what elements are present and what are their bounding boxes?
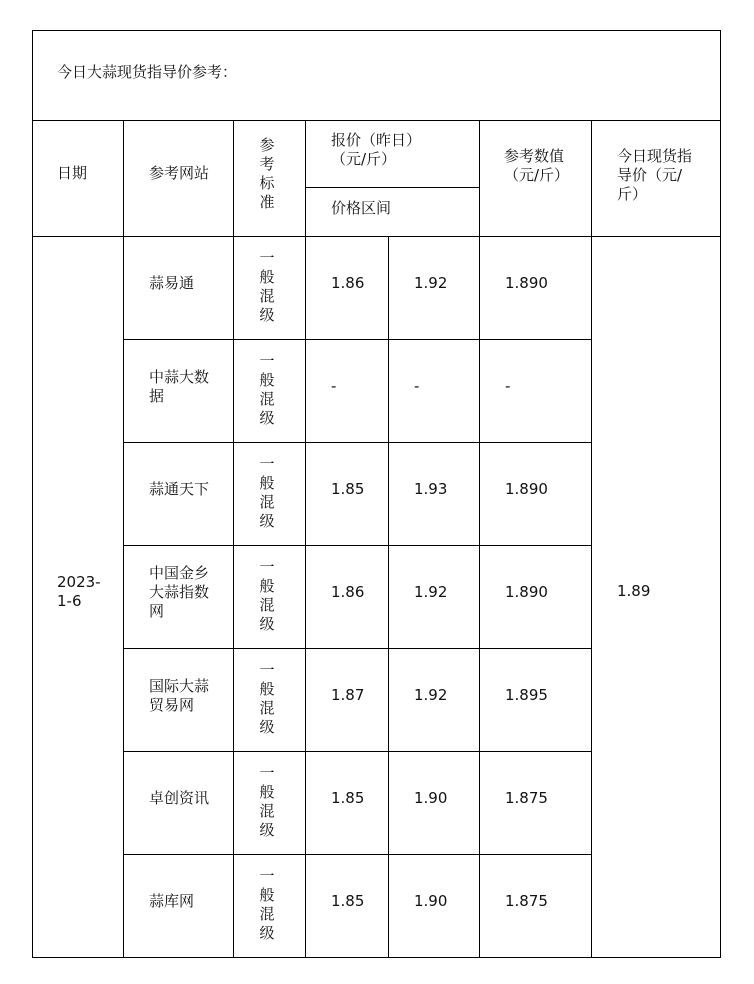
header-guide-price: 今日现货指导价（元/斤） — [617, 147, 693, 203]
table-row-low: 1.86 — [331, 583, 365, 601]
table-row-value: - — [505, 377, 511, 395]
table-row-standard: 一般混级 — [259, 558, 275, 633]
table-row-low: 1.85 — [331, 789, 365, 807]
table-row-site: 中蒜大数据 — [149, 368, 210, 405]
table-row-low: 1.86 — [331, 274, 365, 292]
table-row-site: 国际大蒜贸易网 — [149, 677, 210, 714]
header-ref-value: 参考数值（元/斤） — [504, 147, 570, 184]
table-row-standard: 一般混级 — [259, 455, 275, 530]
header-site: 参考网站 — [149, 164, 210, 182]
table-row-standard: 一般混级 — [259, 764, 275, 839]
table-row-low: 1.85 — [331, 892, 365, 910]
table-row-value: 1.890 — [505, 583, 548, 601]
table-row-high: 1.90 — [414, 892, 448, 910]
guide-price-cell: 1.89 — [617, 582, 651, 600]
table-row-site: 蒜通天下 — [149, 480, 210, 498]
table-row-high: 1.92 — [414, 583, 448, 601]
table-row-standard: 一般混级 — [259, 249, 275, 324]
document-title: 今日大蒜现货指导价参考： — [57, 63, 238, 81]
table-row-high: 1.92 — [414, 686, 448, 704]
table-row-site: 蒜易通 — [149, 274, 195, 292]
table-row-site: 卓创资讯 — [149, 789, 210, 807]
table-row-value: 1.875 — [505, 892, 548, 910]
table-row-value: 1.890 — [505, 480, 548, 498]
table-row-high: - — [414, 377, 420, 395]
date-cell: 2023-1-6 — [57, 573, 101, 610]
table-row-site: 中国金乡大蒜指数网 — [149, 564, 210, 620]
header-date: 日期 — [57, 164, 88, 182]
table-row-high: 1.93 — [414, 480, 448, 498]
header-standard: 参考标准 — [259, 136, 275, 211]
table-row-value: 1.895 — [505, 686, 548, 704]
table-row-low: 1.87 — [331, 686, 365, 704]
header-range: 价格区间 — [331, 199, 392, 217]
table-row-high: 1.92 — [414, 274, 448, 292]
table-row-standard: 一般混级 — [259, 867, 275, 942]
price-reference-document — [32, 30, 721, 958]
table-row-standard: 一般混级 — [259, 352, 275, 427]
table-row-low: - — [331, 377, 337, 395]
table-row-low: 1.85 — [331, 480, 365, 498]
table-row-value: 1.875 — [505, 789, 548, 807]
table-row-site: 蒜库网 — [149, 892, 195, 910]
table-row-standard: 一般混级 — [259, 661, 275, 736]
header-quote: 报价（昨日）（元/斤） — [331, 131, 422, 168]
table-row-value: 1.890 — [505, 274, 548, 292]
table-row-high: 1.90 — [414, 789, 448, 807]
